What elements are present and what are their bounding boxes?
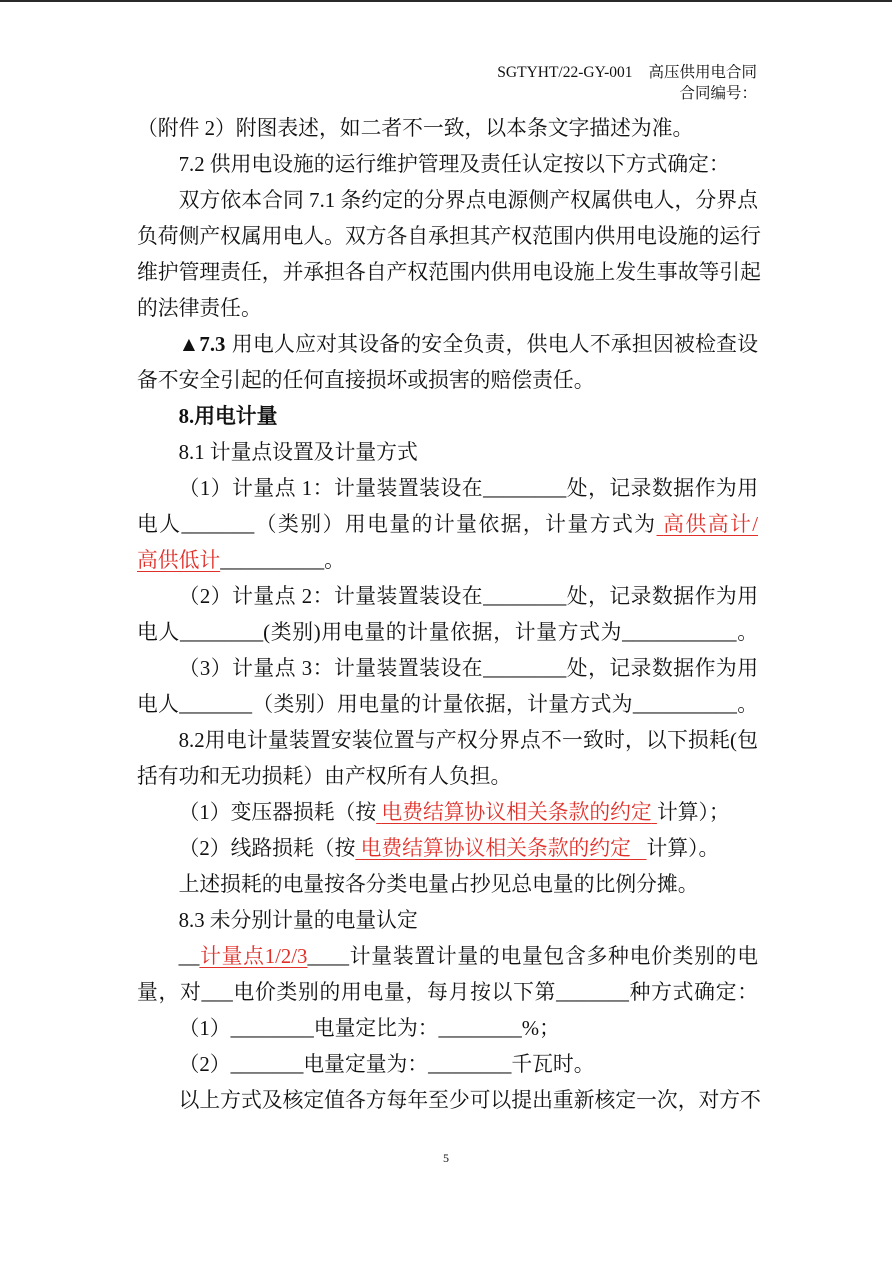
section-8-heading: 8.用电计量 <box>178 405 278 428</box>
clause-8-3-line <box>137 939 758 975</box>
metering-point-3-line: 电人_______（类别）用电量的计量依据，计量方式为__________。 <box>137 693 758 716</box>
document-code: SGTYHT/22-GY-001 <box>497 64 633 81</box>
transformer-loss-basis: 电费结算协议相关条款的约定 <box>381 801 652 824</box>
transformer-loss-prefix: （1）变压器损耗（按 <box>178 801 377 824</box>
metering-point-2-line: （2）计量点 2：计量装置装设在________处，记录数据作为用 <box>178 585 758 608</box>
clause-8-3-lead-blank: __ <box>178 945 200 968</box>
contract-body <box>137 111 761 1119</box>
important-clause-marker: ▲7.3 <box>178 333 226 356</box>
page-number: 5 <box>443 1151 449 1165</box>
clause-8-3-text: ____计量装置计量的电量包含多种电价类别的电 <box>307 945 758 968</box>
clause-8-2-line: 8.2用电计量装置安装位置与产权分界点不一致时，以下损耗(包 <box>178 729 758 752</box>
clause-8-3-heading: 8.3 未分别计量的电量认定 <box>178 909 418 932</box>
transformer-loss-suffix: 计算）； <box>656 801 730 824</box>
clause-7-2-text-line: 维护管理责任，并承担各自产权范围内供用电设施上发生事故等引起 <box>137 261 761 284</box>
metering-point-1-line <box>137 507 758 543</box>
ratio-method-item: （1）________电量定比为：________%； <box>178 1017 560 1040</box>
clause-7-2-heading: 7.2 供用电设施的运行维护管理及责任认定按以下方式确定： <box>178 153 730 176</box>
clause-7-1-continuation: （附件 2）附图表述，如二者不一致，以本条文字描述为准。 <box>137 117 694 140</box>
metering-point-1-line: （1）计量点 1：计量装置装设在________处，记录数据作为用 <box>178 477 758 500</box>
clause-7-3-line: 备不安全引起的任何直接损坏或损害的赔偿责任。 <box>137 369 595 392</box>
clause-7-2-text-line: 双方依本合同 7.1 条约定的分界点电源侧产权属供电人，分界点 <box>178 189 758 212</box>
page-top-border <box>0 0 892 2</box>
contract-number-label: 合同编号： <box>679 85 757 102</box>
running-header <box>497 62 757 104</box>
metering-point-1-line <box>137 543 758 579</box>
line-loss-item <box>137 831 758 867</box>
clause-7-3-line <box>137 327 758 363</box>
metering-points-value: 计量点1/2/3 <box>199 945 308 968</box>
clause-8-3-line: 量，对___电价类别的用电量，每月按以下第_______种方式确定： <box>137 981 758 1004</box>
clause-7-3-text: 用电人应对其设备的安全负责，供电人不承担因被检查设 <box>231 333 758 356</box>
metering-point-1-text: 电人_______（类别）用电量的计量依据，计量方式为 <box>137 513 657 536</box>
metering-point-3-line: （3）计量点 3：计量装置装设在________处，记录数据作为用 <box>178 657 758 680</box>
header-title-line <box>497 62 757 83</box>
review-clause-line: 以上方式及核定值各方每年至少可以提出重新核定一次，对方不 <box>178 1089 761 1112</box>
transformer-loss-item <box>137 795 758 831</box>
fixed-quantity-method-item: （2）_______电量定量为：________千瓦时。 <box>178 1053 595 1076</box>
line-loss-basis: 电费结算协议相关条款的约定 <box>360 837 631 860</box>
clause-8-2-line: 括有功和无功损耗）由产权所有人负担。 <box>137 765 512 788</box>
clause-7-2-text-line: 负荷侧产权属用电人。双方各自承担其产权范围内供用电设施的运行 <box>137 225 761 248</box>
loss-allocation-text: 上述损耗的电量按各分类电量占抄见总电量的比例分摊。 <box>178 873 699 896</box>
line-loss-prefix: （2）线路损耗（按 <box>178 837 356 860</box>
line-loss-suffix: 计算）。 <box>646 837 720 860</box>
metering-method-option-1: 高供高计/ <box>663 513 758 536</box>
clause-7-2-text-line: 的法律责任。 <box>137 297 262 320</box>
metering-point-2-line: 电人________(类别)用电量的计量依据，计量方式为___________。 <box>137 621 758 644</box>
metering-method-option-2: 高供低计 <box>137 549 221 572</box>
metering-point-1-tail: __________。 <box>220 549 345 572</box>
document-title: 高压供用电合同 <box>648 64 757 81</box>
clause-8-1-heading: 8.1 计量点设置及计量方式 <box>178 441 418 464</box>
